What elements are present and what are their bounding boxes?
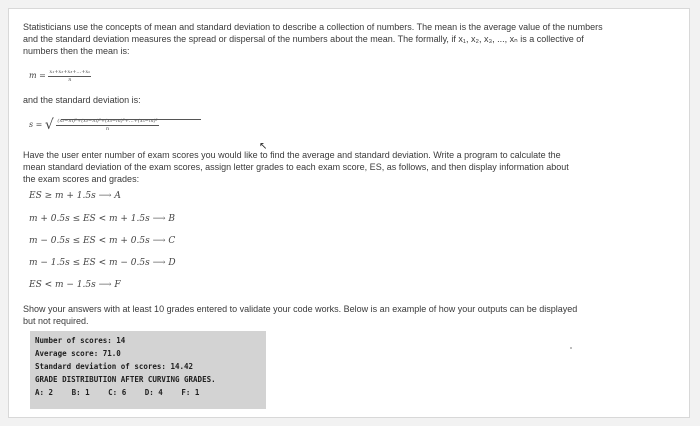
output-line-sd: Standard deviation of scores: 14.42: [35, 362, 194, 371]
arrow-icon: ⟶: [152, 258, 169, 268]
rule-f-condition: ES < m − 1.5s: [29, 280, 96, 290]
arrow-icon: ⟶: [152, 236, 169, 246]
mean-lhs: m =: [29, 71, 46, 80]
sd-fraction: [56, 118, 158, 132]
grade-count-a: A: 2: [35, 388, 54, 397]
sqrt-icon: √: [44, 117, 54, 133]
rule-d-grade: D: [168, 258, 176, 268]
rule-a-grade: A: [114, 191, 121, 201]
sd-numerator: (x₁−m)²+(x₂−m)²+(x₃−m)²+...+(xₙ−m)²: [57, 118, 158, 124]
mean-numerator: x₁+x₂+x₃+...+xₙ: [49, 69, 91, 75]
arrow-icon: ⟶: [98, 280, 115, 290]
mouse-cursor-icon: ↖: [259, 141, 268, 152]
dot-mark: [570, 347, 572, 349]
rule-f-grade: F: [114, 280, 121, 290]
show-paragraph: Show your answers with at least 10 grades entered to validate your code works. Below is an example of how your outputs can be displayed but not required.: [23, 304, 578, 326]
grade-count-b: B: 1: [71, 388, 90, 397]
task-paragraph: Have the user enter number of exam scores you would like to find the average and standard deviation. Write a program to calculate the mean standard deviation of the exam scores, assign letter grades to each exam score, ES, as follows, and then display information about the exam scores and grades:: [23, 150, 569, 184]
rule-c: [29, 236, 175, 246]
rule-b: [29, 214, 175, 224]
question-card: [8, 8, 690, 418]
rule-c-condition: m − 0.5s ≤ ES < m + 0.5s: [29, 236, 150, 246]
sd-lhs: s =: [29, 120, 43, 129]
rule-f: [29, 280, 121, 290]
arrow-icon: ⟶: [152, 214, 169, 224]
grade-count-f: F: 1: [181, 388, 200, 397]
rule-b-condition: m + 0.5s ≤ ES < m + 1.5s: [29, 214, 150, 224]
sd-denominator: n: [105, 126, 110, 132]
mean-fraction: [48, 69, 91, 83]
arrow-icon: ⟶: [98, 191, 115, 201]
output-line-average: Average score: 71.0: [35, 349, 121, 358]
grade-count-c: C: 6: [108, 388, 127, 397]
mean-denominator: n: [68, 77, 72, 83]
output-line-count: Number of scores: 14: [35, 336, 126, 345]
rule-d-condition: m − 1.5s ≤ ES < m − 0.5s: [29, 258, 150, 268]
mean-formula: [29, 69, 91, 83]
grade-count-d: D: 4: [144, 388, 163, 397]
sd-intro-text: and the standard deviation is:: [23, 95, 141, 105]
sample-output: [30, 331, 266, 409]
output-line-heading: GRADE DISTRIBUTION AFTER CURVING GRADES.: [35, 375, 216, 384]
sqrt-bar: [61, 119, 201, 120]
rule-a: [29, 191, 121, 201]
output-grade-distribution: [35, 386, 261, 399]
rule-d: [29, 258, 176, 268]
rule-c-grade: C: [168, 236, 176, 246]
intro-paragraph: Statisticians use the concepts of mean and standard deviation to describe a collection of numbers. The mean is the average value of the numbers and the standard deviation measures the spread or dispersal of the numbers about the mean. The formally, if x₁, x₂, x₃, ..., xₙ is a collective of numbers then the mean is:: [23, 22, 603, 56]
rule-b-grade: B: [168, 214, 175, 224]
rule-a-condition: ES ≥ m + 1.5s: [29, 191, 96, 201]
